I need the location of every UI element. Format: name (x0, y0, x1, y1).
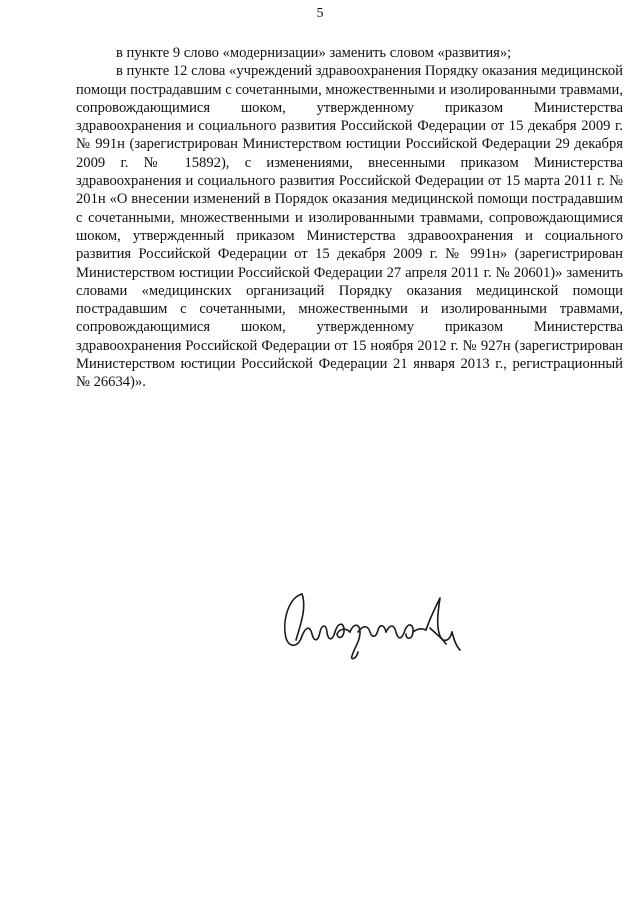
paragraph-item-9: в пункте 9 слово «модернизации» заменить словом «развития»; (116, 45, 512, 61)
paragraph-item-12: в пункте 12 слова «учреждений здравоохранения Порядку оказания медицинской помощи пострадавшим с сочетанными, множественными и изолированными травмами, сопровождающимися шоком, утвержденному приказом Министерства здравоохранения и социального развития Российской Федерации от 15 декабря 2009 г. № 991н (зарегистрирован Министерством юстиции Российской Федерации 29 декабря 2009 г. № 15892), с изменениями, внесенными приказом Министерства здравоохранения и социального развития Российской Федерации от 15 марта 2011 г. № 201н «О внесении изменений в Порядок оказания медицинской помощи пострадавшим с сочетанными, множественными и изолированными травмами, сопровождающимися шоком, утвержденный приказом Министерства здравоохранения и социального развития Российской Федерации от 15 декабря 2009 г. № 991н» (зарегистрирован Министерством юстиции Российской Федерации 27 апреля 2011 г. № 20601)» заменить словами «медицинских организаций Порядку оказания медицинской помощи пострадавшим с сочетанными, множественными и изолированными травмами, сопровождающимися шоком, утвержденному приказом Министерства здравоохранения Российской Федерации от 15 ноября 2012 г. № 927н (зарегистрирован Министерством юстиции Российской Федерации 21 января 2013 г., регистрационный № 26634)». (76, 63, 623, 391)
handwritten-signature (280, 588, 470, 662)
document-body (76, 44, 623, 392)
page-number: 5 (316, 6, 324, 21)
